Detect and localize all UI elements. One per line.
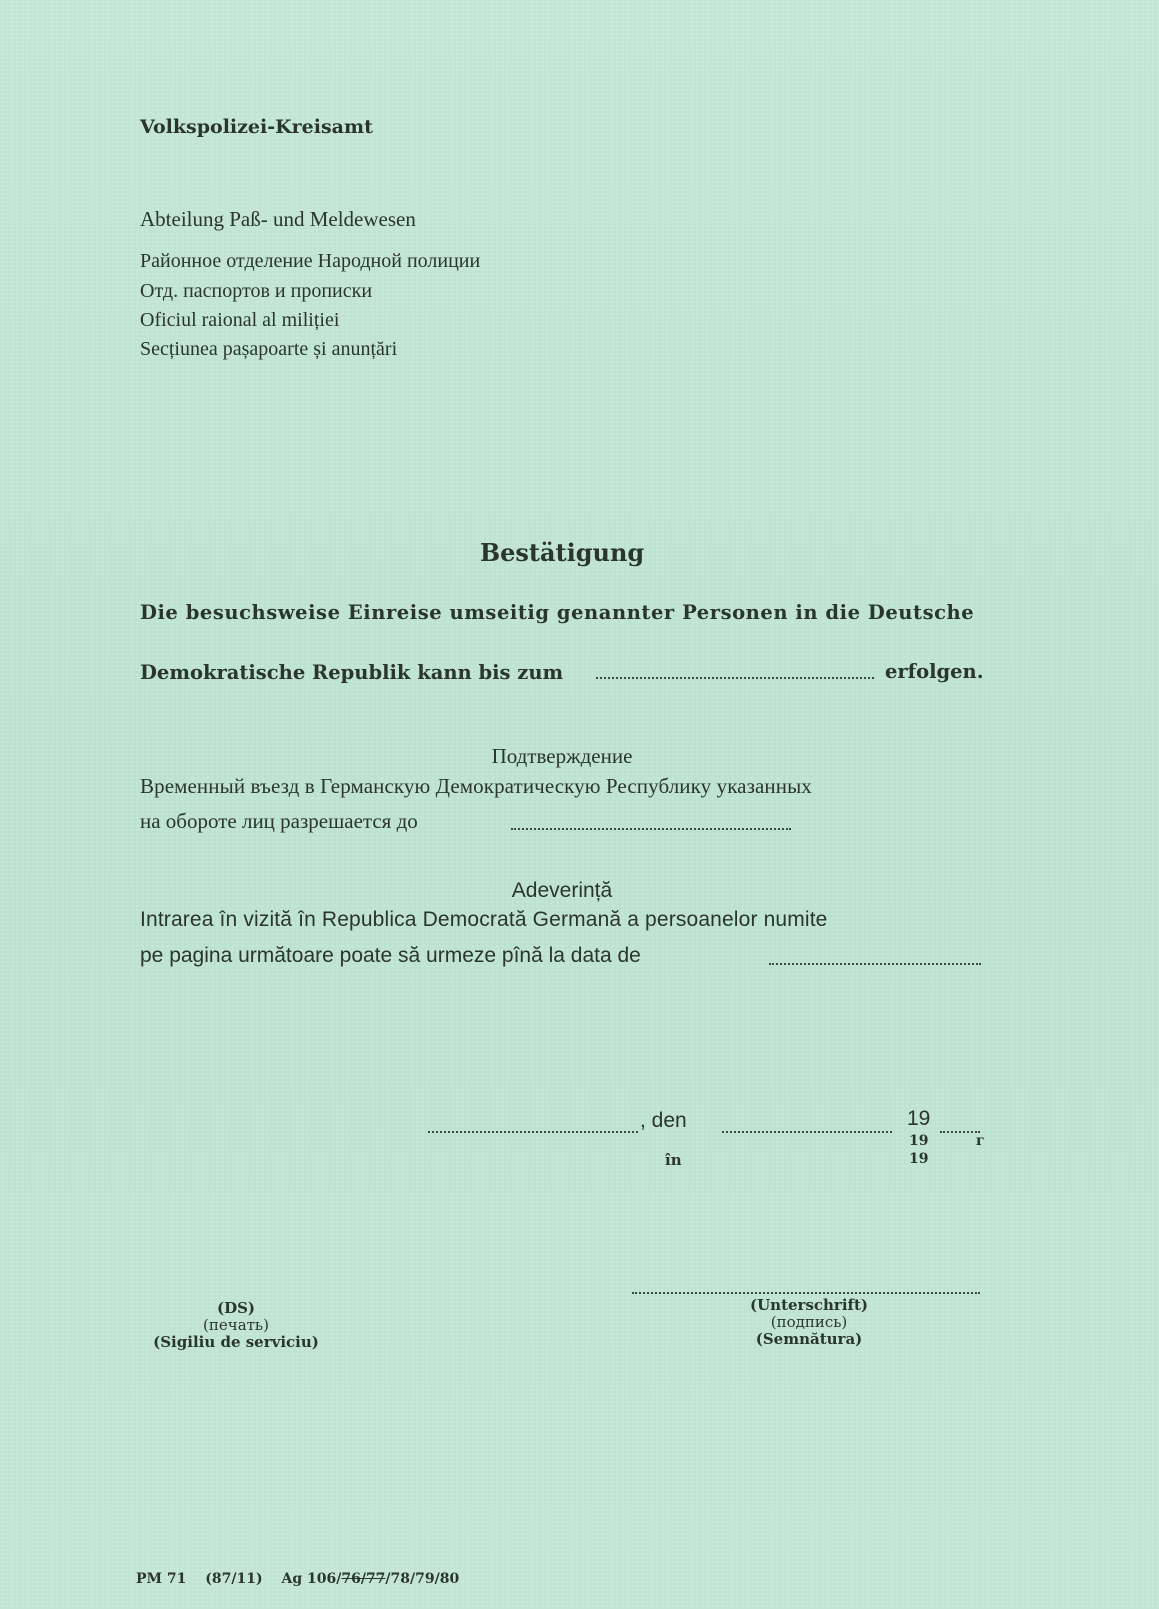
confirmation-text-ru-line1: Временный въезд в Германскую Демократическую Республику указанных	[140, 774, 812, 798]
seal-label-ro: (Sigiliu de serviciu)	[153, 1333, 319, 1351]
confirmation-text-de-line1: Die besuchsweise Einreise umseitig genannter Personen in die Deutsche	[140, 601, 975, 624]
form-number: PM 71	[136, 1571, 187, 1587]
office-title-ru: Районное отделение Народной полиции	[140, 250, 481, 272]
in-label-ro: în	[665, 1151, 682, 1169]
office-title-de: Volkspolizei-Kreisamt	[140, 116, 373, 138]
date-field-ro[interactable]	[769, 963, 981, 965]
seal-label-ru: (печать)	[203, 1316, 269, 1334]
department-de: Abteilung Paß- und Meldewesen	[140, 207, 416, 231]
signature-label-ro: (Semnătura)	[755, 1330, 863, 1348]
confirmation-text-de-end: erfolgen.	[885, 660, 984, 683]
date-field-de[interactable]	[596, 677, 874, 679]
year-prefix-ro: 19	[909, 1151, 929, 1167]
ag-prefix: Ag 106/	[281, 1571, 342, 1587]
struck-years: 76/77	[341, 1571, 386, 1587]
confirmation-title-ro: Adeverință	[511, 879, 613, 902]
year-field[interactable]	[940, 1131, 980, 1133]
year-prefix-ru: 19	[909, 1133, 929, 1149]
confirmation-text-ru-line2: на обороте лиц разрешается до	[140, 809, 418, 833]
signature-field[interactable]	[632, 1292, 980, 1294]
day-month-field[interactable]	[722, 1131, 892, 1133]
signature-label-ru: (подпись)	[770, 1313, 848, 1331]
signature-label-de: (Unterschrift)	[749, 1296, 869, 1314]
department-ru: Отд. паспортов и прописки	[140, 280, 373, 302]
department-ro: Secțiunea pașapoarte și anunțări	[140, 338, 398, 360]
confirmation-text-ro-line1: Intrarea în vizită în Republica Democrată Germană a persoanelor numite	[140, 908, 828, 931]
place-field[interactable]	[428, 1131, 638, 1133]
confirmation-text-ro-line2: pe pagina următoare poate să urmeze pînă la data de	[140, 944, 641, 967]
signature-block	[720, 1297, 898, 1348]
date-field-ru[interactable]	[511, 828, 791, 830]
year-suffix-ru: г	[976, 1133, 985, 1149]
den-label: , den	[640, 1109, 687, 1132]
confirmation-text-de-line2: Demokratische Republik kann bis zum	[140, 661, 564, 684]
form-code: (87/11)	[205, 1571, 263, 1587]
confirmation-title-de: Bestätigung	[479, 538, 645, 567]
footer	[136, 1571, 459, 1587]
office-title-ro: Oficiul raional al miliției	[140, 309, 340, 331]
confirmation-title-ru: Подтверждение	[491, 744, 633, 768]
seal-block	[130, 1300, 342, 1351]
year-prefix-de: 19	[907, 1107, 931, 1130]
ag-suffix: /78/79/80	[385, 1571, 460, 1587]
seal-label-de: (DS)	[216, 1299, 256, 1317]
